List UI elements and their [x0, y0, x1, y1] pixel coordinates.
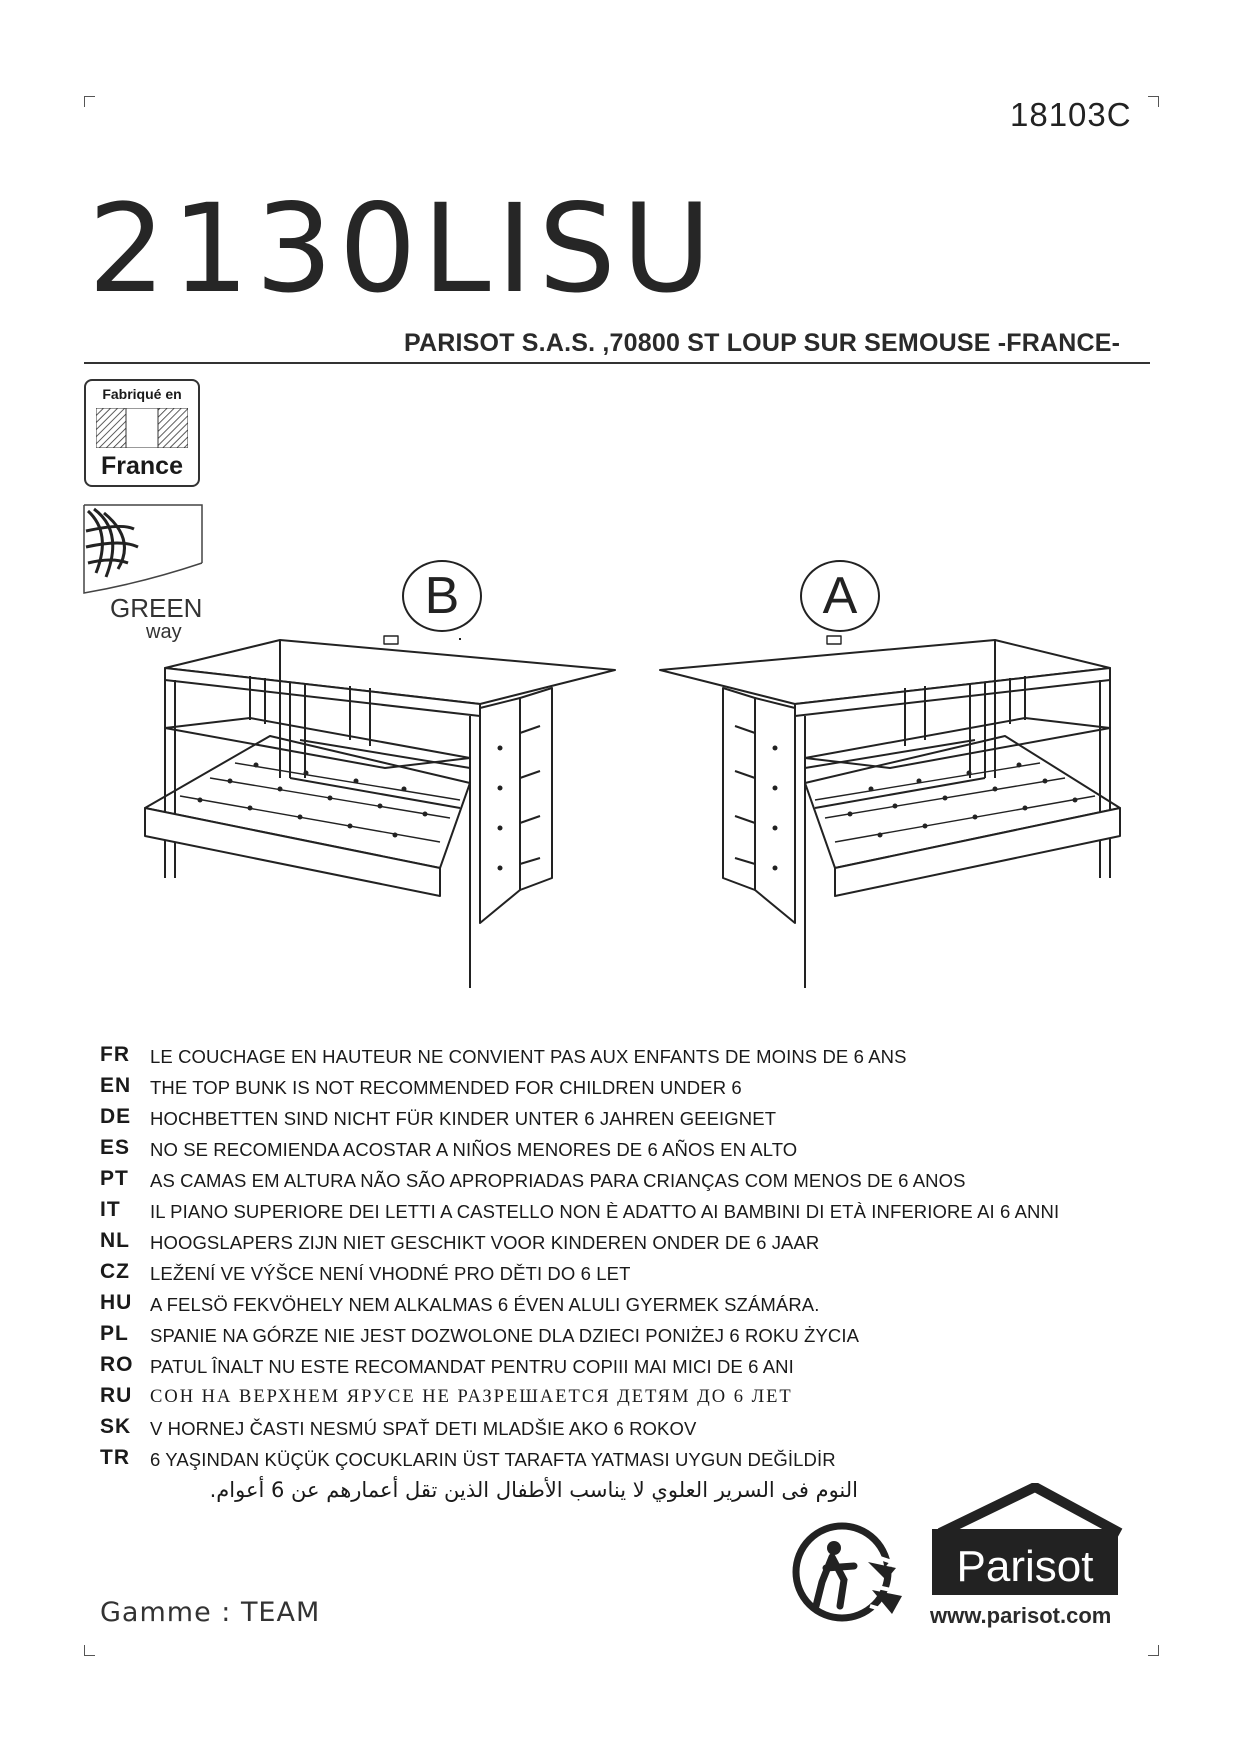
way-label: way	[146, 621, 182, 643]
warning-text: THE TOP BUNK IS NOT RECOMMENDED FOR CHILDREN UNDER 6	[150, 1077, 742, 1098]
warning-row	[100, 1074, 1160, 1105]
range-label: Gamme : TEAM	[100, 1597, 321, 1628]
warning-row	[100, 1384, 1160, 1415]
warning-row	[100, 1415, 1160, 1446]
warning-text: NO SE RECOMIENDA ACOSTAR A NIÑOS MENORES DE 6 AÑOS EN ALTO	[150, 1139, 798, 1160]
reference-code: 18103C	[1010, 96, 1132, 133]
warning-row	[100, 1260, 1160, 1291]
language-code: ES	[100, 1136, 131, 1159]
figure-label-b: B	[402, 560, 482, 632]
language-code: PT	[100, 1167, 129, 1190]
svg-text:Parisot: Parisot	[956, 1542, 1094, 1591]
warning-row	[100, 1043, 1160, 1074]
crop-mark-bottom-left	[84, 1645, 95, 1656]
parisot-website[interactable]: www.parisot.com	[930, 1603, 1112, 1628]
warning-text: AS CAMAS EM ALTURA NÃO SÃO APROPRIADAS PARA CRIANÇAS COM MENOS DE 6 ANOS	[150, 1170, 966, 1191]
model-title: 2130LISU	[88, 178, 718, 320]
language-code: TR	[100, 1446, 130, 1469]
warning-text: 6 YAŞINDAN KÜÇÜK ÇOCUKLARIN ÜST TARAFTA YATMASI UYGUN DEĞİLDİR	[150, 1449, 836, 1470]
made-in-france-badge	[84, 379, 200, 487]
warning-text: LE COUCHAGE EN HAUTEUR NE CONVIENT PAS AUX ENFANTS DE MOINS DE 6 ANS	[150, 1046, 907, 1067]
parisot-house-logo	[920, 1483, 1128, 1603]
warning-row	[100, 1105, 1160, 1136]
language-code: CZ	[100, 1260, 130, 1283]
french-flag-icon	[96, 408, 188, 448]
warning-row	[100, 1136, 1160, 1167]
warning-text: IL PIANO SUPERIORE DEI LETTI A CASTELLO NON È ADATTO AI BAMBINI DI ETÀ INFERIORE AI 6 ANNI	[150, 1201, 1060, 1222]
manufacturer-line: PARISOT S.A.S. ,70800 ST LOUP SUR SEMOUSE -FRANCE-	[404, 329, 1121, 357]
warning-row	[100, 1291, 1160, 1322]
warning-row	[100, 1198, 1160, 1229]
warning-text: LEŽENÍ VE VÝŠCE NENÍ VHODNÉ PRO DĚTI DO 6 LET	[150, 1263, 631, 1284]
warning-text: SPANIE NA GÓRZE NIE JEST DOZWOLONE DLA DZIECI PONIŻEJ 6 ROKU ŻYCIA	[150, 1325, 860, 1346]
language-code: EN	[100, 1074, 132, 1097]
language-code: HU	[100, 1291, 133, 1314]
language-code: DE	[100, 1105, 132, 1128]
warning-text: A FELSÖ FEKVÖHELY NEM ALKALMAS 6 ÉVEN ALULI GYERMEK SZÁMÁRA.	[150, 1294, 820, 1315]
warning-row	[100, 1446, 1160, 1477]
france-label: France	[101, 452, 183, 480]
made-in-label: Fabriqué en	[102, 386, 182, 402]
warning-row	[100, 1229, 1160, 1260]
bunk-bed-drawing-a	[655, 628, 1125, 1028]
warning-text: PATUL ÎNALT NU ESTE RECOMANDAT PENTRU COPIII MAI MICI DE 6 ANI	[150, 1356, 794, 1377]
crop-mark-bottom-right	[1148, 1645, 1159, 1656]
language-code: FR	[100, 1043, 130, 1066]
safety-warnings-list	[100, 1043, 1160, 1477]
crop-mark-top-right	[1148, 96, 1159, 107]
figure-label-a: A	[800, 560, 880, 632]
language-code: RO	[100, 1353, 134, 1376]
globe-leaf-icon	[82, 503, 204, 595]
warning-text: V HORNEJ ČASTI NESMÚ SPAŤ DETI MLADŠIE AKO 6 ROKOV	[150, 1418, 697, 1439]
bunk-bed-drawing-b	[140, 628, 620, 1028]
green-way-badge	[82, 503, 204, 643]
warning-text: HOOGSLAPERS ZIJN NIET GESCHIKT VOOR KINDEREN ONDER DE 6 JAAR	[150, 1232, 820, 1253]
language-code: RU	[100, 1384, 133, 1407]
recycle-person-icon	[792, 1522, 908, 1622]
language-code: IT	[100, 1198, 121, 1221]
language-code: PL	[100, 1322, 129, 1345]
warning-row	[100, 1322, 1160, 1353]
arabic-warning: النوم فى السرير العلوي لا يناسب الأطفال الذين تقل أعمارهم عن 6 أعوام.	[209, 1478, 858, 1502]
header-divider	[84, 362, 1150, 364]
warning-row	[100, 1167, 1160, 1198]
warning-row	[100, 1353, 1160, 1384]
warning-text: СОН НА ВЕРХНЕМ ЯРУСЕ НЕ РАЗРЕШАЕТСЯ ДЕТЯМ ДО 6 ЛЕТ	[150, 1387, 793, 1407]
language-code: SK	[100, 1415, 132, 1438]
warning-text: HOCHBETTEN SIND NICHT FÜR KINDER UNTER 6 JAHREN GEEIGNET	[150, 1108, 777, 1129]
language-code: NL	[100, 1229, 130, 1252]
green-label: GREEN	[110, 593, 203, 623]
crop-mark-top-left	[84, 96, 95, 107]
